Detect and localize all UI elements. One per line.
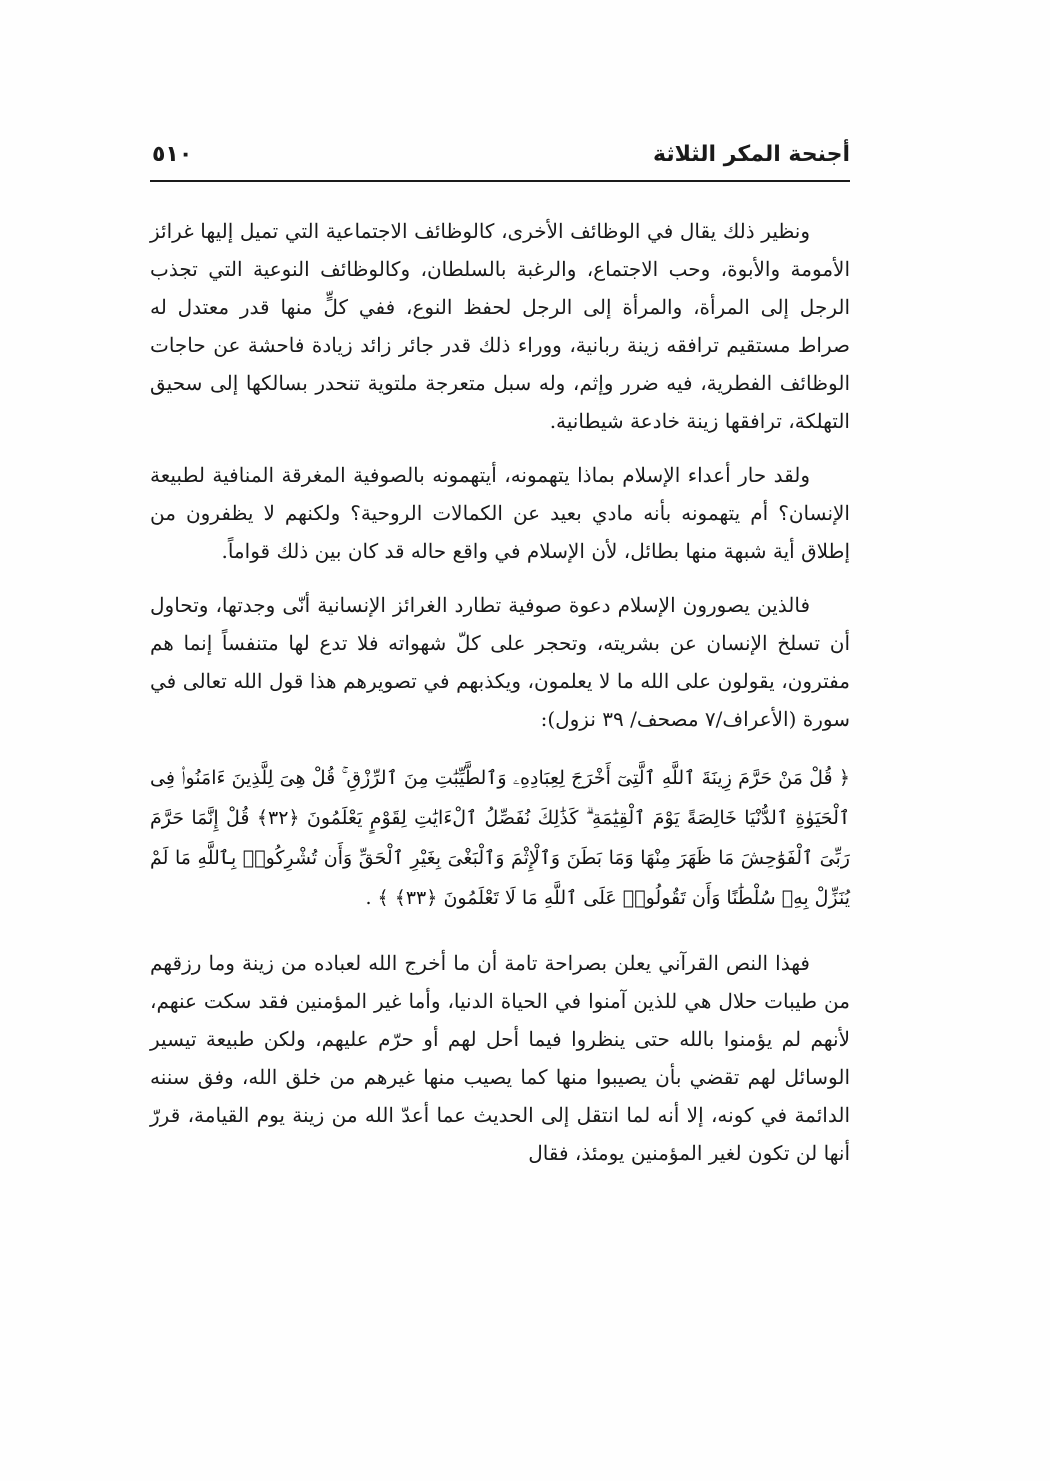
- paragraph-3: فالذين يصورون الإسلام دعوة صوفية تطارد الغرائز الإنسانية أنّى وجدتها، وتحاول أن تسلخ الإنسان عن بشريته، وتحجر على كلّ شهواته فلا تدع لها متنفساً إنما هم مفترون، يقولون على الله ما لا يعلمون، ويكذبهم في تصويرهم هذا قول الله تعالى في سورة (الأعراف/٧ مصحف/ ٣٩ نزول):: [150, 593, 850, 731]
- book-title: أجنحة المكر الثلاثة: [652, 142, 850, 167]
- page-number: ٥١٠: [152, 142, 193, 167]
- paragraph-2: ولقد حار أعداء الإسلام بماذا يتهمونه، أيتهمونه بالصوفية المغرقة المنافية لطبيعة الإنسان؟ أم يتهمونه بأنه مادي بعيد عن الكمالات الروحية؟ ولكنهم لا يظفرون من إطلاق أية شبهة منها بطائل، لأن الإسلام في واقع حاله قد كان بين ذلك قواماً.: [150, 463, 850, 563]
- paragraph-1: ونظير ذلك يقال في الوظائف الأخرى، كالوظائف الاجتماعية التي تميل إليها غرائز الأمومة والأبوة، وحب الاجتماع، والرغبة بالسلطان، وكالوظائف النوعية التي تجذب الرجل إلى المرأة، والمرأة إلى الرجل لحفظ النوع، ففي كلٍّ منها قدر معتدل له صراط مستقيم ترافقه زينة ربانية، ووراء ذلك قدر جائر زائد زيادة فاحشة عن حاجات الوظائف الفطرية، فيه ضرر وإثم، وله سبل متعرجة ملتوية تنحدر بسالكها إلى سحيق التهلكة، ترافقها زينة خادعة شيطانية.: [150, 219, 850, 433]
- paragraph-4: فهذا النص القرآني يعلن بصراحة تامة أن ما أخرج الله لعباده من زينة وما رزقهم من طيبات حلال هي للذين آمنوا في الحياة الدنيا، وأما غير المؤمنين فقد سكت عنهم، لأنهم لم يؤمنوا بالله حتى ينظروا فيما أحل لهم أو حرّم عليهم، ولكن طبيعة تيسير الوسائل لهم تقضي بأن يصيبوا منها كما يصيب منها غيرهم من خلق الله، وفق سننه الدائمة في كونه، إلا أنه لما انتقل إلى الحديث عما أعدّ الله من زينة يوم القيامة، قررّ أنها لن تكون لغير المؤمنين يومئذ، فقال: [150, 951, 850, 1165]
- running-header: [150, 140, 850, 180]
- header-rule: [150, 180, 850, 182]
- quran-verse-block: ﴿ قُلْ مَنْ حَرَّمَ زِينَةَ ٱللَّهِ ٱلَّتِىٓ أَخْرَجَ لِعِبَادِهِۦ وَٱلطَّيِّبَٰتِ مِنَ ٱلرِّزْقِ ۚ قُلْ هِىَ لِلَّذِينَ ءَامَنُوا۟ فِى ٱلْحَيَوٰةِ ٱلدُّنْيَا خَالِصَةً يَوْمَ ٱلْقِيَٰمَةِ ۗ كَذَٰلِكَ نُفَصِّلُ ٱلْءَايَٰتِ لِقَوْمٍ يَعْلَمُونَ ﴿٣٢﴾ قُلْ إِنَّمَا حَرَّمَ رَبِّىَ ٱلْفَوَٰحِشَ مَا ظَهَرَ مِنْهَا وَمَا بَطَنَ وَٱلْإِثْمَ وَٱلْبَغْىَ بِغَيْرِ ٱلْحَقِّ وَأَن تُشْرِكُوا۟ بِٱللَّهِ مَا لَمْ يُنَزِّلْ بِهِۦ سُلْطَٰنًا وَأَن تَقُولُوا۟ عَلَى ٱللَّهِ مَا لَا تَعْلَمُونَ ﴿٣٣﴾ ﴾ .: [150, 767, 850, 909]
- page-body: [150, 212, 850, 1188]
